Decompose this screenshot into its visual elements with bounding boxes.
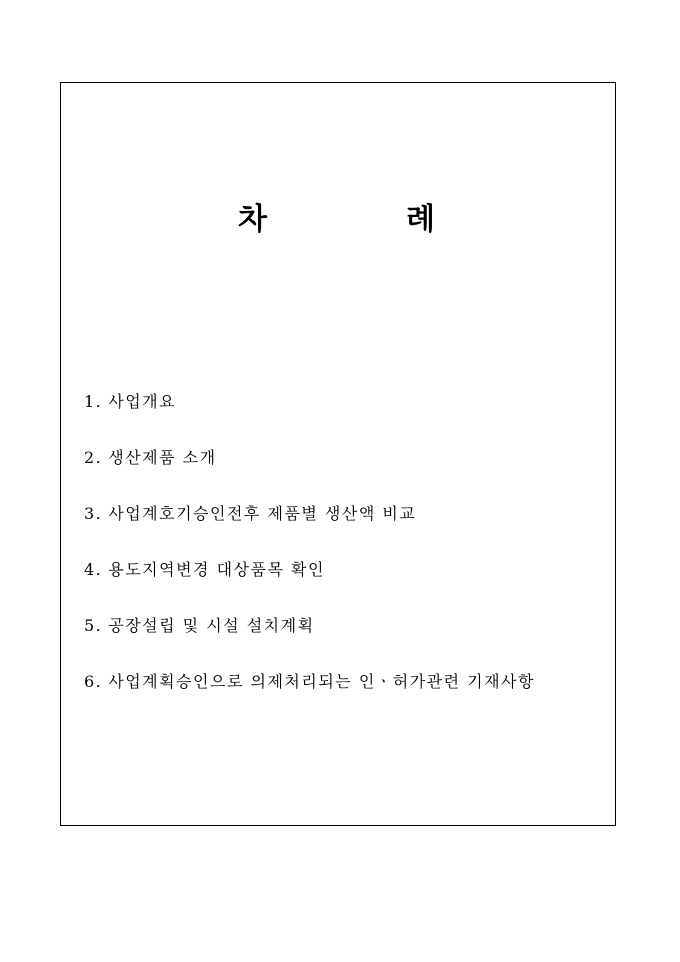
toc-item-label: 사업계획승인으로 의제처리되는 인ㆍ허가관련 기재사항 — [108, 672, 535, 691]
toc-item-label: 공장설립 및 시설 설치계획 — [108, 616, 315, 635]
table-of-contents — [84, 388, 535, 724]
title-char-1: 차 — [238, 202, 267, 237]
toc-item-number: 4. — [84, 560, 103, 579]
toc-item-6 — [84, 668, 535, 696]
toc-item-label: 생산제품 소개 — [108, 448, 217, 467]
toc-item-label: 사업계호기승인전후 제품별 생산액 비교 — [108, 504, 417, 523]
toc-item-label: 용도지역변경 대상품목 확인 — [108, 560, 325, 579]
toc-item-label: 사업개요 — [108, 392, 177, 411]
toc-item-number: 6. — [84, 672, 103, 691]
toc-item-3 — [84, 500, 535, 528]
toc-item-1 — [84, 388, 535, 416]
toc-item-number: 5. — [84, 616, 103, 635]
toc-item-number: 1. — [84, 392, 103, 411]
toc-item-number: 2. — [84, 448, 103, 467]
document-title — [0, 200, 680, 240]
toc-item-number: 3. — [84, 504, 103, 523]
toc-item-5 — [84, 612, 535, 640]
toc-item-2 — [84, 444, 535, 472]
toc-item-4 — [84, 556, 535, 584]
title-char-2: 례 — [406, 202, 435, 237]
